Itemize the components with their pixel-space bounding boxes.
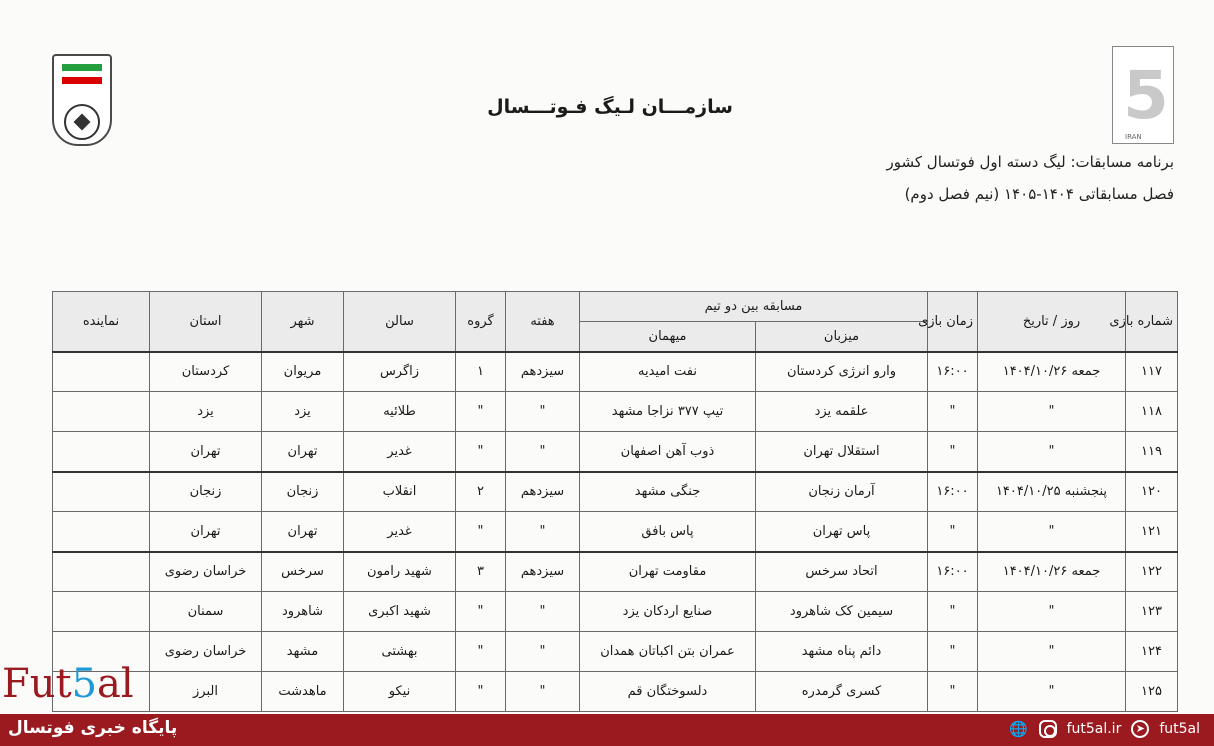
header-city: شهر (262, 292, 344, 352)
cell-guest: نفت امیدیه (580, 352, 756, 392)
season-line: فصل مسابقاتی ۱۴۰۴-۱۴۰۵ (نیم فصل دوم) (904, 185, 1174, 203)
cell-week: سیزدهم (506, 552, 580, 592)
cell-time: ۱۶:۰۰ (928, 352, 978, 392)
header-province: استان (150, 292, 262, 352)
cell-week: " (506, 592, 580, 632)
football-federation-emblem-icon (52, 54, 112, 146)
header-week: هفته (506, 292, 580, 352)
cell-time: " (928, 672, 978, 712)
cell-week: " (506, 432, 580, 472)
logo-iran-text: IRAN (1125, 133, 1142, 141)
cell-game-no: ۱۲۱ (1126, 512, 1178, 552)
cell-week: " (506, 632, 580, 672)
cell-representative (53, 392, 150, 432)
cell-time: ۱۶:۰۰ (928, 552, 978, 592)
cell-group: " (456, 672, 506, 712)
cell-hall: زاگرس (344, 352, 456, 392)
cell-representative (53, 352, 150, 392)
cell-group: " (456, 632, 506, 672)
cell-game-no: ۱۲۰ (1126, 472, 1178, 512)
cell-province: البرز (150, 672, 262, 712)
fut5al-wordmark (2, 661, 134, 707)
cell-game-no: ۱۱۷ (1126, 352, 1178, 392)
cell-group: ۳ (456, 552, 506, 592)
cell-province: یزد (150, 392, 262, 432)
cell-guest: عمران بتن اکباتان همدان (580, 632, 756, 672)
cell-hall: بهشتی (344, 632, 456, 672)
cell-week: " (506, 392, 580, 432)
cell-group: " (456, 592, 506, 632)
cell-representative (53, 552, 150, 592)
cell-province: کردستان (150, 352, 262, 392)
cell-province: تهران (150, 512, 262, 552)
telegram-icon[interactable]: ➤ (1131, 720, 1149, 738)
cell-hall: نیکو (344, 672, 456, 712)
cell-hall: انقلاب (344, 472, 456, 512)
cell-date: " (978, 512, 1126, 552)
football-icon (64, 104, 100, 140)
cell-hall: غدیر (344, 512, 456, 552)
cell-representative (53, 432, 150, 472)
logo-five-mark: 5 (1123, 57, 1169, 134)
table-row (53, 632, 1178, 672)
cell-representative (53, 472, 150, 512)
cell-group: " (456, 392, 506, 432)
cell-date: " (978, 592, 1126, 632)
cell-city: شاهرود (262, 592, 344, 632)
cell-hall: شهید اکبری (344, 592, 456, 632)
cell-host: آرمان زنجان (756, 472, 928, 512)
cell-guest: جنگی مشهد (580, 472, 756, 512)
cell-game-no: ۱۱۸ (1126, 392, 1178, 432)
cell-date: " (978, 392, 1126, 432)
cell-guest: صنایع اردکان یزد (580, 592, 756, 632)
cell-date: " (978, 672, 1126, 712)
cell-time: " (928, 392, 978, 432)
cell-city: ماهدشت (262, 672, 344, 712)
cell-guest: پاس بافق (580, 512, 756, 552)
cell-game-no: ۱۱۹ (1126, 432, 1178, 472)
table-row (53, 672, 1178, 712)
cell-guest: ذوب آهن اصفهان (580, 432, 756, 472)
brand-five: 5 (71, 661, 98, 707)
cell-time: ۱۶:۰۰ (928, 472, 978, 512)
cell-province: تهران (150, 432, 262, 472)
program-line: برنامه مسابقات: لیگ دسته اول فوتسال کشور (886, 153, 1174, 171)
cell-date: پنجشنبه ۱۴۰۴/۱۰/۲۵ (978, 472, 1126, 512)
header-match: مسابقه بین دو تیم (580, 292, 928, 322)
cell-hall: شهید رامون (344, 552, 456, 592)
cell-hall: غدیر (344, 432, 456, 472)
telegram-handle[interactable]: fut5al (1159, 721, 1200, 737)
cell-week: سیزدهم (506, 472, 580, 512)
cell-guest: دلسوختگان قم (580, 672, 756, 712)
cell-city: یزد (262, 392, 344, 432)
cell-game-no: ۱۲۴ (1126, 632, 1178, 672)
cell-time: " (928, 632, 978, 672)
header-date: روز / تاریخ (978, 292, 1126, 352)
cell-date: " (978, 432, 1126, 472)
brand-prefix: Fut (2, 661, 72, 707)
cell-host: پاس تهران (756, 512, 928, 552)
cell-game-no: ۱۲۵ (1126, 672, 1178, 712)
header-hall: سالن (344, 292, 456, 352)
cell-week: " (506, 512, 580, 552)
cell-host: استقلال تهران (756, 432, 928, 472)
cell-province: زنجان (150, 472, 262, 512)
header-host: میزبان (756, 322, 928, 352)
cell-host: اتحاد سرخس (756, 552, 928, 592)
cell-date: جمعه ۱۴۰۴/۱۰/۲۶ (978, 352, 1126, 392)
cell-time: " (928, 512, 978, 552)
schedule-table (52, 291, 1178, 712)
cell-province: خراسان رضوی (150, 632, 262, 672)
table-row (53, 432, 1178, 472)
table-row (53, 472, 1178, 512)
instagram-icon[interactable] (1039, 720, 1057, 738)
table-row (53, 352, 1178, 392)
org-title: سازمـــان لـیگ فـوتـــسال (487, 96, 733, 118)
cell-week: " (506, 672, 580, 712)
cell-date: " (978, 632, 1126, 672)
cell-host: دائم پناه مشهد (756, 632, 928, 672)
cell-city: زنجان (262, 472, 344, 512)
cell-group: " (456, 432, 506, 472)
cell-city: تهران (262, 432, 344, 472)
cell-group: ۲ (456, 472, 506, 512)
cell-time: " (928, 432, 978, 472)
header-group: گروه (456, 292, 506, 352)
cell-representative (53, 512, 150, 552)
table-row (53, 552, 1178, 592)
cell-guest: تیپ ۳۷۷ نزاجا مشهد (580, 392, 756, 432)
cell-game-no: ۱۲۲ (1126, 552, 1178, 592)
table-row (53, 512, 1178, 552)
iran-flag-icon (62, 64, 102, 84)
cell-game-no: ۱۲۳ (1126, 592, 1178, 632)
cell-host: کسری گرمدره (756, 672, 928, 712)
footer-tagline: پایگاه خبری فوتسال (8, 718, 178, 738)
cell-province: سمنان (150, 592, 262, 632)
header-representative: نماینده (53, 292, 150, 352)
cell-host: وارو انرژی کردستان (756, 352, 928, 392)
cell-time: " (928, 592, 978, 632)
cell-province: خراسان رضوی (150, 552, 262, 592)
cell-group: " (456, 512, 506, 552)
site-link[interactable]: fut5al.ir (1066, 721, 1122, 737)
cell-guest: مقاومت تهران (580, 552, 756, 592)
cell-week: سیزدهم (506, 352, 580, 392)
cell-date: جمعه ۱۴۰۴/۱۰/۲۶ (978, 552, 1126, 592)
table-row (53, 592, 1178, 632)
cell-group: ۱ (456, 352, 506, 392)
cell-city: مریوان (262, 352, 344, 392)
cell-city: سرخس (262, 552, 344, 592)
table-row (53, 392, 1178, 432)
cell-city: مشهد (262, 632, 344, 672)
futsal-league-logo-icon (1112, 46, 1174, 144)
footer-bar (0, 714, 1214, 746)
cell-host: سیمین کک شاهرود (756, 592, 928, 632)
brand-suffix: al (97, 661, 134, 707)
header-time: زمان بازی (928, 292, 978, 352)
globe-icon[interactable]: 🌐 (1009, 720, 1028, 738)
cell-representative (53, 592, 150, 632)
cell-host: علقمه یزد (756, 392, 928, 432)
header-game-no: شماره بازی (1126, 292, 1178, 352)
cell-hall: طلائیه (344, 392, 456, 432)
header-guest: میهمان (580, 322, 756, 352)
cell-city: تهران (262, 512, 344, 552)
footer-socials (1009, 719, 1200, 739)
